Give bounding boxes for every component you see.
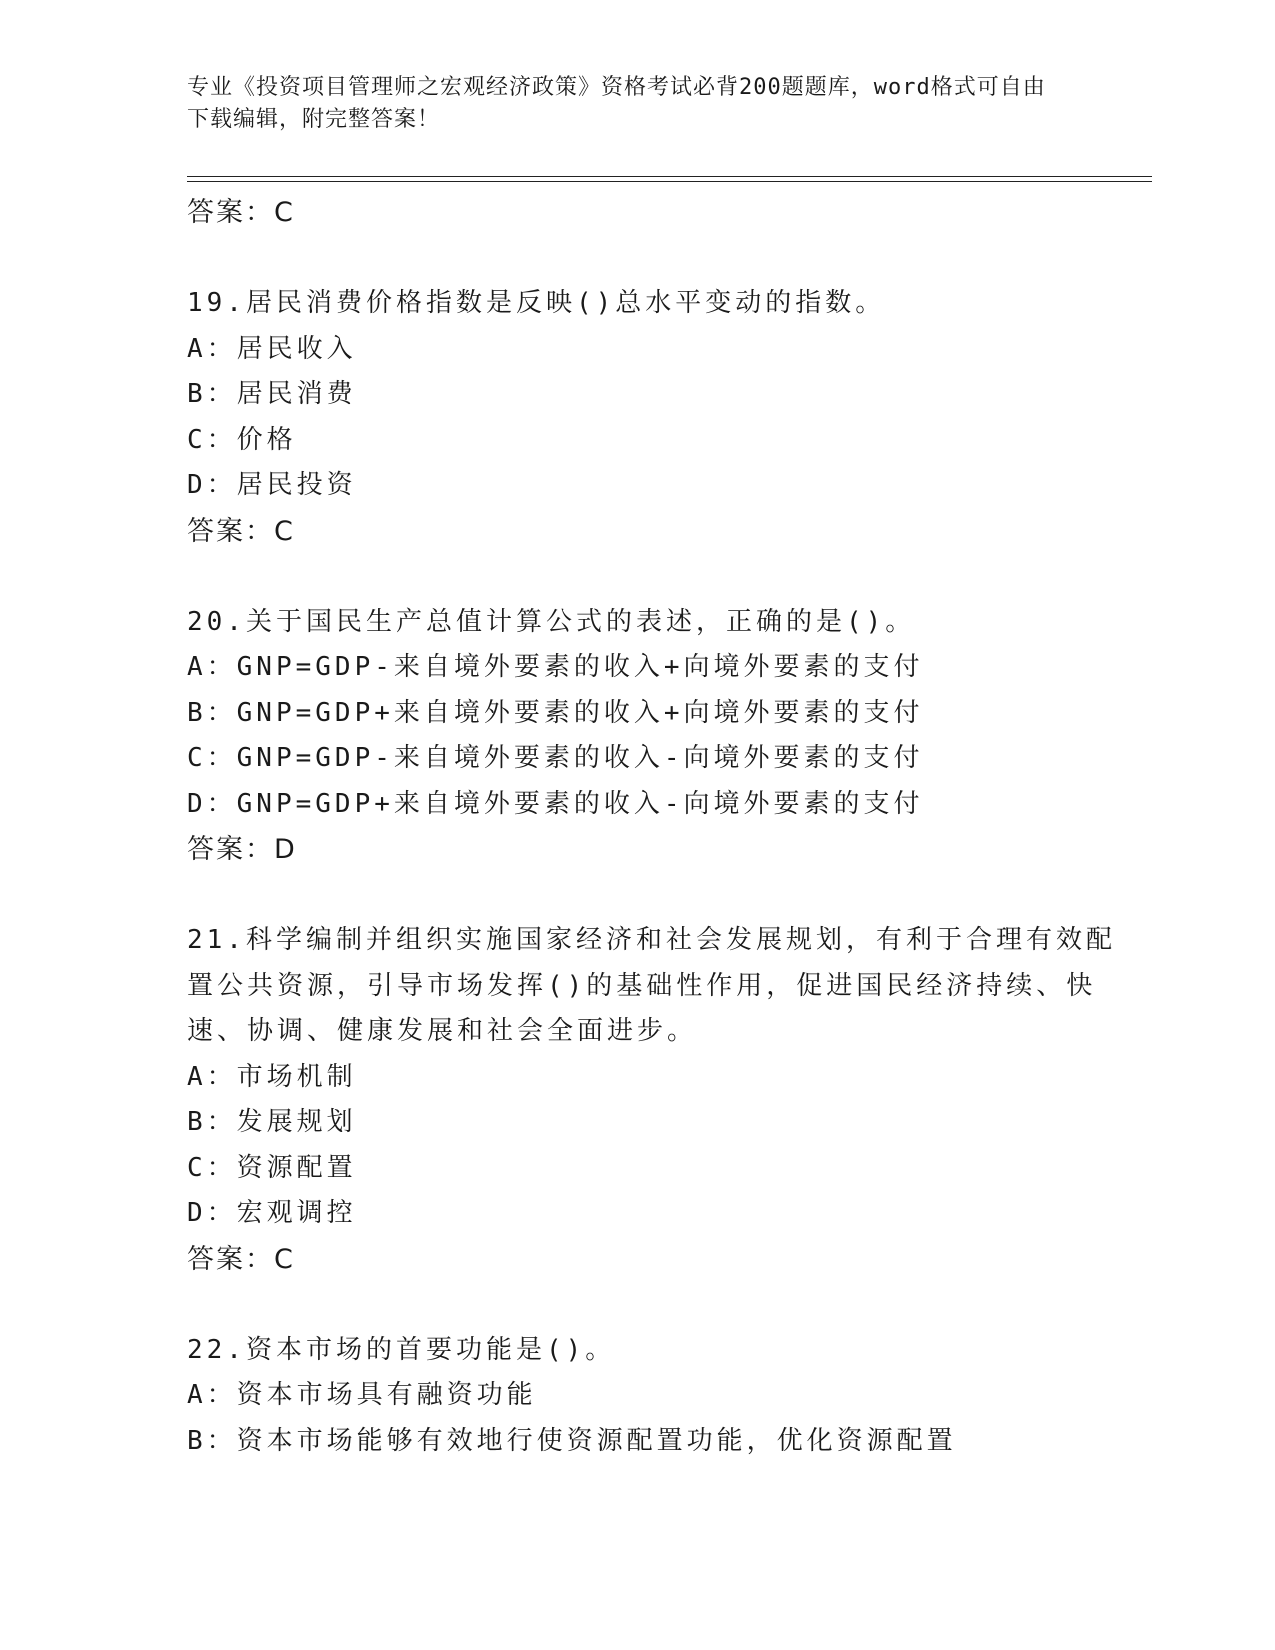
option-a: A：GNP=GDP-来自境外要素的收入+向境外要素的支付 [187, 652, 924, 682]
option-c: C：资源配置 [187, 1152, 357, 1183]
question-19 [187, 281, 1117, 554]
option-a: A：居民收入 [187, 333, 357, 364]
question-text: 22.资本市场的首要功能是()。 [187, 1334, 616, 1365]
option-b: B：发展规划 [187, 1107, 357, 1137]
option-d: D：GNP=GDP+来自境外要素的收入-向境外要素的支付 [187, 788, 924, 819]
answer-line: 答案：D [187, 834, 297, 865]
question-21 [187, 918, 1117, 1282]
question-22 [187, 1328, 1117, 1465]
option-b: B：居民消费 [187, 379, 357, 409]
header-divider-bottom [187, 181, 1152, 182]
question-list [187, 190, 1117, 1464]
answer-line: 答案：C [187, 515, 295, 547]
option-d: D：宏观调控 [187, 1198, 357, 1228]
option-c: C：价格 [187, 424, 297, 455]
answer-line: 答案：C [187, 197, 295, 228]
option-d: D：居民投资 [187, 470, 357, 500]
option-a: A：资本市场具有融资功能 [187, 1380, 537, 1410]
document-header [187, 72, 1067, 136]
header-divider-top [187, 176, 1152, 177]
answer-line: 答案：C [187, 1243, 295, 1275]
question-text: 20.关于国民生产总值计算公式的表述，正确的是()。 [187, 606, 916, 637]
option-c: C：GNP=GDP-来自境外要素的收入-向境外要素的支付 [187, 743, 924, 773]
question-20 [187, 600, 1117, 873]
question-text: 21.科学编制并组织实施国家经济和社会发展规划，有利于合理有效配置公共资源，引导市场发挥()的基础性作用，促进国民经济持续、快速、协调、健康发展和社会全面进步。 [187, 925, 1116, 1046]
option-b: B：GNP=GDP+来自境外要素的收入+向境外要素的支付 [187, 697, 924, 728]
document-title: 专业《投资项目管理师之宏观经济政策》资格考试必背200题题库，word格式可自由下载编辑，附完整答案！ [187, 75, 1046, 132]
option-a: A：市场机制 [187, 1061, 357, 1092]
question-text: 19.居民消费价格指数是反映()总水平变动的指数。 [187, 288, 886, 318]
option-b: B：资本市场能够有效地行使资源配置功能，优化资源配置 [187, 1425, 957, 1456]
